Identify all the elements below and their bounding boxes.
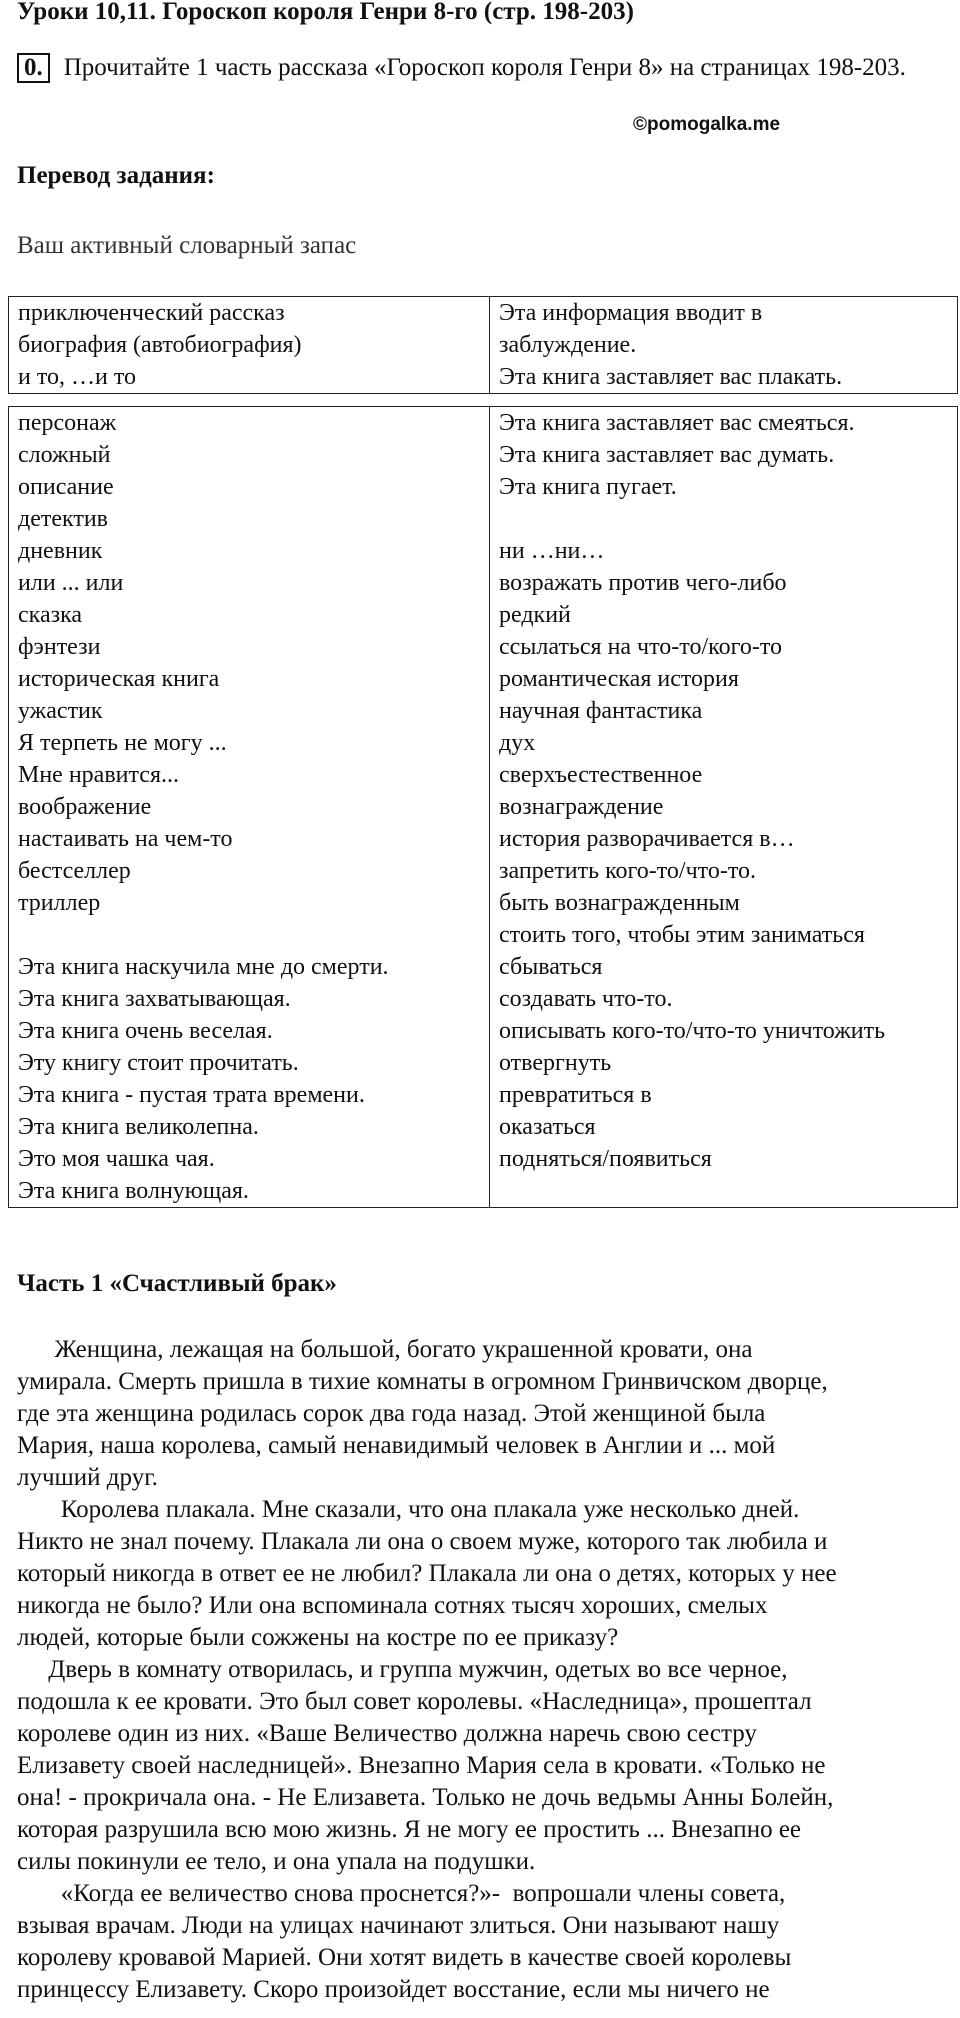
- vocab-heading: Ваш активный словарный запас: [17, 232, 357, 259]
- text-line: бестселлер: [18, 858, 131, 884]
- text-line: редкий: [499, 602, 571, 628]
- text-line: ужастик: [18, 698, 103, 724]
- text-line: Елизавету своей наследницей». Внезапно Мария села в кровати. «Только не: [17, 1752, 826, 1779]
- text-line: «Когда ее величество снова проснется?»- вопрошали члены совета,: [17, 1880, 786, 1907]
- vocab-table-1-left-cell: [9, 297, 490, 394]
- text-line: Это моя чашка чая.: [18, 1146, 215, 1172]
- text-line: которая разрушила всю мою жизнь. Я не могу ее простить ... Внезапно ее: [17, 1816, 802, 1843]
- text-line: настаивать на чем-то: [18, 826, 233, 852]
- text-line: никогда не было? Или она вспоминала сотнях тысяч хороших, смелых: [17, 1592, 768, 1619]
- text-line: умирала. Смерть пришла в тихие комнаты в огромном Гринвичском дворце,: [17, 1368, 828, 1395]
- text-line: сбываться: [499, 954, 603, 980]
- story-text: [17, 1334, 947, 2006]
- text-line: принцессу Елизавету. Скоро произойдет восстание, если мы ничего не: [17, 1976, 770, 2003]
- text-line: Женщина, лежащая на большой, богато украшенной кровати, она: [17, 1336, 753, 1363]
- text-line: Эту книгу стоит прочитать.: [18, 1050, 299, 1076]
- text-line: воображение: [18, 794, 152, 820]
- text-line: быть вознагражденным: [499, 890, 740, 916]
- text-line: история разворачивается в…: [499, 826, 795, 852]
- table-row: [9, 407, 958, 1208]
- task-block: [17, 50, 937, 86]
- text-line: [18, 919, 483, 951]
- text-line: подошла к ее кровати. Это был совет королевы. «Наследница», прошептал: [17, 1688, 812, 1715]
- text-line: Мне нравится...: [18, 762, 179, 788]
- task-text: Прочитайте 1 часть рассказа «Гороскоп короля Генри 8» на страницах 198-203.: [63, 54, 906, 81]
- text-line: сверхъестественное: [499, 762, 703, 788]
- text-line: Эта информация вводит в: [499, 300, 763, 326]
- vocab-table-1: [8, 296, 958, 394]
- part-title: Часть 1 «Счастливый брак»: [17, 1270, 337, 1297]
- text-line: отвергнуть: [499, 1050, 612, 1076]
- text-line: Эта книга волнующая.: [18, 1178, 249, 1204]
- table-row: [9, 297, 958, 394]
- text-line: приключенческий рассказ: [18, 300, 285, 326]
- text-line: Мария, наша королева, самый ненавидимый человек в Англии и ... мой: [17, 1432, 776, 1459]
- text-line: фэнтези: [18, 634, 101, 660]
- text-line: оказаться: [499, 1114, 596, 1140]
- text-line: подняться/появиться: [499, 1146, 712, 1172]
- vocab-table-2-left-cell: [9, 407, 490, 1208]
- text-line: Эта книга пугает.: [499, 474, 677, 500]
- text-line: где эта женщина родилась сорок два года назад. Этой женщиной была: [17, 1400, 766, 1427]
- text-line: научная фантастика: [499, 698, 703, 724]
- text-line: превратиться в: [499, 1082, 652, 1108]
- text-line: биография (автобиография): [18, 332, 302, 358]
- text-line: триллер: [18, 890, 101, 916]
- text-line: вознаграждение: [499, 794, 664, 820]
- text-line: историческая книга: [18, 666, 220, 692]
- text-line: королеву кровавой Марией. Они хотят видеть в качестве своей королевы: [17, 1944, 792, 1971]
- text-line: описание: [18, 474, 114, 500]
- text-line: создавать что-то.: [499, 986, 673, 1012]
- text-line: людей, которые были сожжены на костре по ее приказу?: [17, 1624, 619, 1651]
- text-line: персонаж: [18, 410, 117, 436]
- text-line: Эта книга очень веселая.: [18, 1018, 273, 1044]
- text-line: взывая врачам. Люди на улицах начинают злиться. Они называют нашу: [17, 1912, 780, 1939]
- text-line: запретить кого-то/что-то.: [499, 858, 757, 884]
- text-line: и то, …и то: [18, 364, 137, 390]
- text-line: Дверь в комнату отворилась, и группа мужчин, одетых во все черное,: [17, 1656, 788, 1683]
- text-line: дух: [499, 730, 536, 756]
- text-line: Королева плакала. Мне сказали, что она плакала уже несколько дней.: [17, 1496, 800, 1523]
- text-line: она! - прокричала она. - Не Елизавета. Только не дочь ведьмы Анны Болейн,: [17, 1784, 834, 1811]
- translation-heading: Перевод задания:: [17, 162, 215, 189]
- text-line: [499, 503, 951, 535]
- text-line: романтическая история: [499, 666, 739, 692]
- text-line: дневник: [18, 538, 103, 564]
- task-number: 0.: [17, 53, 50, 83]
- text-line: Эта книга - пустая трата времени.: [18, 1082, 365, 1108]
- vocab-table-2: [8, 406, 958, 1208]
- text-line: Эта книга заставляет вас смеяться.: [499, 410, 855, 436]
- text-line: Эта книга заставляет вас думать.: [499, 442, 835, 468]
- text-line: заблуждение.: [499, 332, 637, 358]
- text-line: Эта книга наскучила мне до смерти.: [18, 954, 389, 980]
- text-line: Никто не знал почему. Плакала ли она о своем муже, которого так любила и: [17, 1528, 828, 1555]
- text-line: лучший друг.: [17, 1464, 158, 1491]
- text-line: королеве один из них. «Ваше Величество должна наречь свою сестру: [17, 1720, 757, 1747]
- text-line: Эта книга захватывающая.: [18, 986, 291, 1012]
- watermark: ©pomogalka.me: [633, 114, 781, 135]
- text-line: или ... или: [18, 570, 124, 596]
- text-line: ни …ни…: [499, 538, 605, 564]
- vocab-table-2-right-cell: [490, 407, 958, 1208]
- text-line: детектив: [18, 506, 109, 532]
- text-line: сложный: [18, 442, 111, 468]
- vocab-table-1-right-cell: [490, 297, 958, 394]
- text-line: который никогда в ответ ее не любил? Плакала ли она о детях, которых у нее: [17, 1560, 837, 1587]
- lesson-title: Уроки 10,11. Гороскоп короля Генри 8-го (стр. 198-203): [17, 0, 634, 25]
- text-line: возражать против чего-либо: [499, 570, 787, 596]
- text-line: силы покинули ее тело, и она упала на подушки.: [17, 1848, 536, 1875]
- text-line: Эта книга заставляет вас плакать.: [499, 364, 843, 390]
- text-line: Эта книга великолепна.: [18, 1114, 259, 1140]
- text-line: сказка: [18, 602, 83, 628]
- text-line: стоить того, чтобы этим заниматься: [499, 922, 865, 948]
- text-line: ссылаться на что-то/кого-то: [499, 634, 782, 660]
- text-line: описывать кого-то/что-то уничтожить: [499, 1018, 886, 1044]
- text-line: Я терпеть не могу ...: [18, 730, 227, 756]
